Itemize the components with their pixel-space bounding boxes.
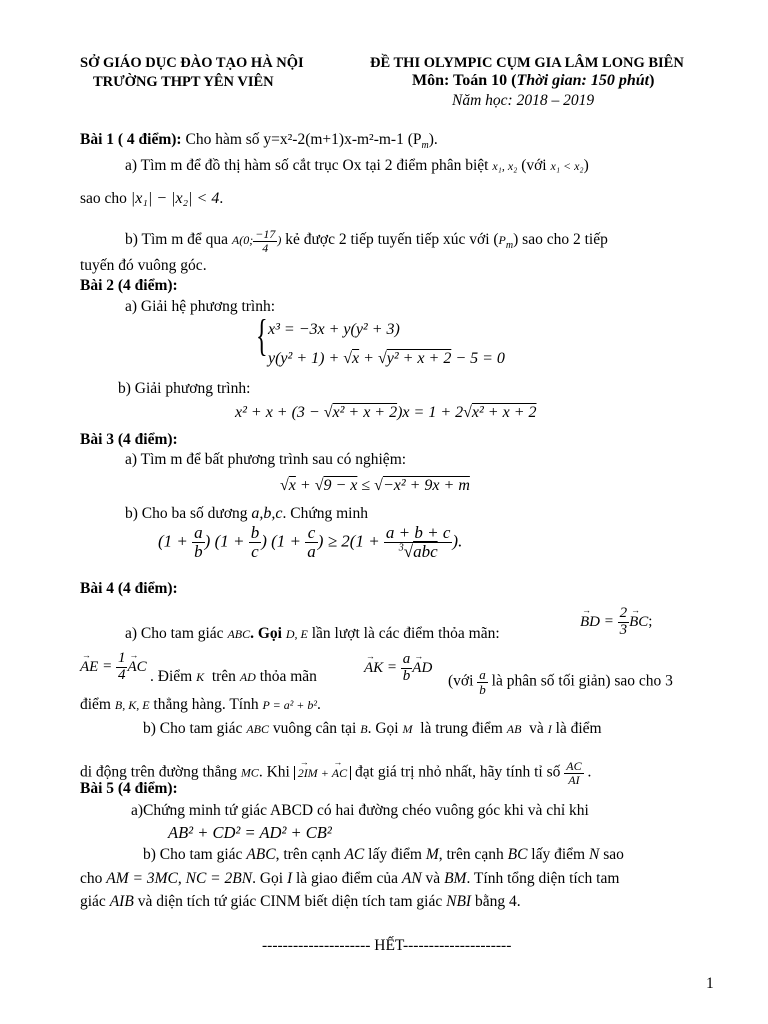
bai4-b-line2: di động trên đường thẳng MC. Khi → 2IM + → AC đạt giá trị nhỏ nhất, hãy tính tỉ số $\frac{AC}{AI}$ . xyxy=(80,760,591,786)
bai4-vector-AK: → AK = $\frac{a}{b}$ → AD xyxy=(364,652,432,685)
bai4-b-line1: b) Cho tam giác ABC vuông cân tại B. Gọi M là trung điểm AB và I là điểm xyxy=(143,720,602,737)
bai3-title: Bài 3 (4 điểm): xyxy=(80,431,178,448)
bai3-a-text: a) Tìm m để bất phương trình sau có nghiệm: xyxy=(125,451,407,468)
bai4-title: Bài 4 (4 điểm): xyxy=(80,580,178,597)
bai3-a-inequality: √x + √9 − x ≤ √−x² + 9x + m xyxy=(280,477,470,494)
bai4-vector-AE: → AE = $\frac{1}{4}$ → AC xyxy=(80,651,147,684)
bai2-b-equation: x² + x + (3 − √x² + x + 2)x = 1 + 2√x² + x + 2 xyxy=(235,404,537,421)
bai3-b-text: b) Cho ba số dương a,b,c. Chứng minh xyxy=(125,505,368,522)
bai5-b-line3: giác AIB và diện tích tứ giác CINM biết diện tích tam giác NBI bằng 4. xyxy=(80,893,521,910)
end-marker: --------------------- HẾT--------------------- xyxy=(262,937,512,954)
system-eq2: y(y² + 1) + √x + √y² + x + 2 − 5 = 0 xyxy=(268,350,505,367)
bai1-a-line1: a) Tìm m để đồ thị hàm số cắt trục Ox tại 2 điểm phân biệt x₁, x₂ (với x₁ < x₂) xyxy=(125,157,589,174)
system-eq1: x³ = −3x + y(y² + 3) xyxy=(268,321,400,338)
bai2-a-text: a) Giải hệ phương trình: xyxy=(125,298,276,315)
bai5-title: Bài 5 (4 điểm): xyxy=(80,780,178,797)
bai4-a-line2-end: (với $\frac{a}{b}$ là phân số tối giản) sao cho 3 xyxy=(448,667,673,697)
bai5-b-line2: cho AM = 3MC, NC = 2BN. Gọi I là giao điểm của AN và BM. Tính tổng diện tích tam xyxy=(80,870,620,887)
bai1-b-line2: tuyến đó vuông góc. xyxy=(80,257,207,274)
bai4-a-line1: a) Cho tam giác ABC. Gọi D, E lần lượt là các điểm thỏa mãn: xyxy=(125,625,500,642)
bai5-a-equation: AB² + CD² = AD² + CB² xyxy=(168,823,332,842)
bai4-vector-BD: → BD = $\frac{2}{3}$ → BC; xyxy=(580,606,652,639)
bai1-b-line1: b) Tìm m để qua A(0; $\frac{-17}{4}$ ) kẻ được 2 tiếp tuyến tiếp xúc với $(P_m)$ sao cho 2 tiếp xyxy=(125,227,608,255)
bai2-b-text: b) Giải phương trình: xyxy=(118,380,251,397)
subject-line: Môn: Toán 10 (Thời gian: 150 phút) xyxy=(412,72,655,89)
bai2-title: Bài 2 (4 điểm): xyxy=(80,277,178,294)
system-brace: { xyxy=(256,311,268,360)
school-name: TRƯỜNG THPT YÊN VIÊN xyxy=(93,74,274,90)
page-number: 1 xyxy=(706,975,714,992)
bai4-a-line3: điểm B, K, E thẳng hàng. Tính P = a² + b². xyxy=(80,696,321,713)
bai5-b-line1: b) Cho tam giác ABC, trên cạnh AC lấy điểm M, trên cạnh BC lấy điểm N sao xyxy=(143,846,624,863)
bai1-intro: Bài 1 ( 4 điểm): Cho hàm số y=x²-2(m+1)x-m²-m-1 $(P_m)$. xyxy=(80,131,438,152)
bai4-a-line2: . Điểm K trên AD thỏa mãn xyxy=(150,668,317,685)
bai3-b-inequality: (1 + $\frac{a}{b}$ ) (1 + $\frac{b}{c}$ ) (1 + $\frac{c}{a}$ ) ≥ 2(1 + $\frac{a + b + c}{^3√abc}$ ). xyxy=(158,523,463,561)
bai5-a-text: a)Chứng minh tứ giác ABCD có hai đường chéo vuông góc khi và chỉ khi xyxy=(131,802,589,819)
school-year: Năm học: 2018 – 2019 xyxy=(452,92,595,109)
bai1-a-line2: sao cho |x₁| − |x₂| < 4. xyxy=(80,190,224,207)
exam-title: ĐỀ THI OLYMPIC CỤM GIA LÂM LONG BIÊN xyxy=(370,55,684,71)
department-name: SỞ GIÁO DỤC ĐÀO TẠO HÀ NỘI xyxy=(80,55,304,71)
